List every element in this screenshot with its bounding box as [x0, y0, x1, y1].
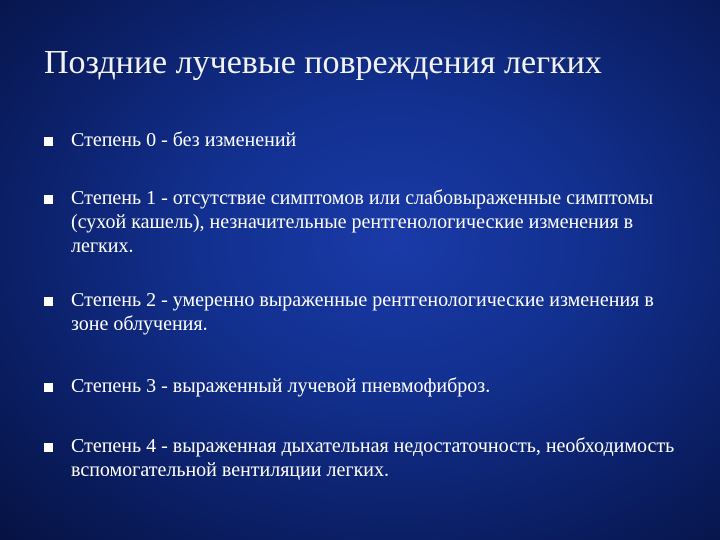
bullet-item-degree-4: [44, 434, 684, 482]
bullet-degree: Степень 1: [71, 187, 157, 209]
bullet-list: [44, 128, 684, 482]
square-bullet-icon: [44, 195, 53, 204]
bullet-text: - отсутствие симптомов или слабовыраженные симптомы (сухой кашель), незначительные рентгенологические изменения в легких.: [71, 187, 654, 257]
bullet-item-degree-2: [44, 288, 684, 336]
bullet-item-degree-0: [44, 128, 684, 152]
bullet-degree: Степень 0: [71, 129, 157, 151]
bullet-item-degree-1: [44, 186, 684, 258]
bullet-item-degree-3: [44, 374, 684, 398]
bullet-degree: Степень 4: [71, 435, 157, 457]
square-bullet-icon: [44, 297, 53, 306]
square-bullet-icon: [44, 443, 53, 452]
bullet-text: - умеренно выраженные рентгенологические изменения в зоне облучения.: [71, 289, 654, 335]
bullet-text: - без изменений: [156, 129, 297, 151]
slide-title: Поздние лучевые повреждения легких: [44, 44, 602, 81]
bullet-text: - выраженная дыхательная недостаточность, необходимость вспомогательной вентиляции легких.: [71, 435, 675, 481]
square-bullet-icon: [44, 383, 53, 392]
bullet-degree: Степень 2: [71, 289, 157, 311]
bullet-degree: Степень 3: [71, 375, 157, 397]
bullet-text: - выраженный лучевой пневмофиброз.: [156, 375, 491, 397]
square-bullet-icon: [44, 137, 53, 146]
